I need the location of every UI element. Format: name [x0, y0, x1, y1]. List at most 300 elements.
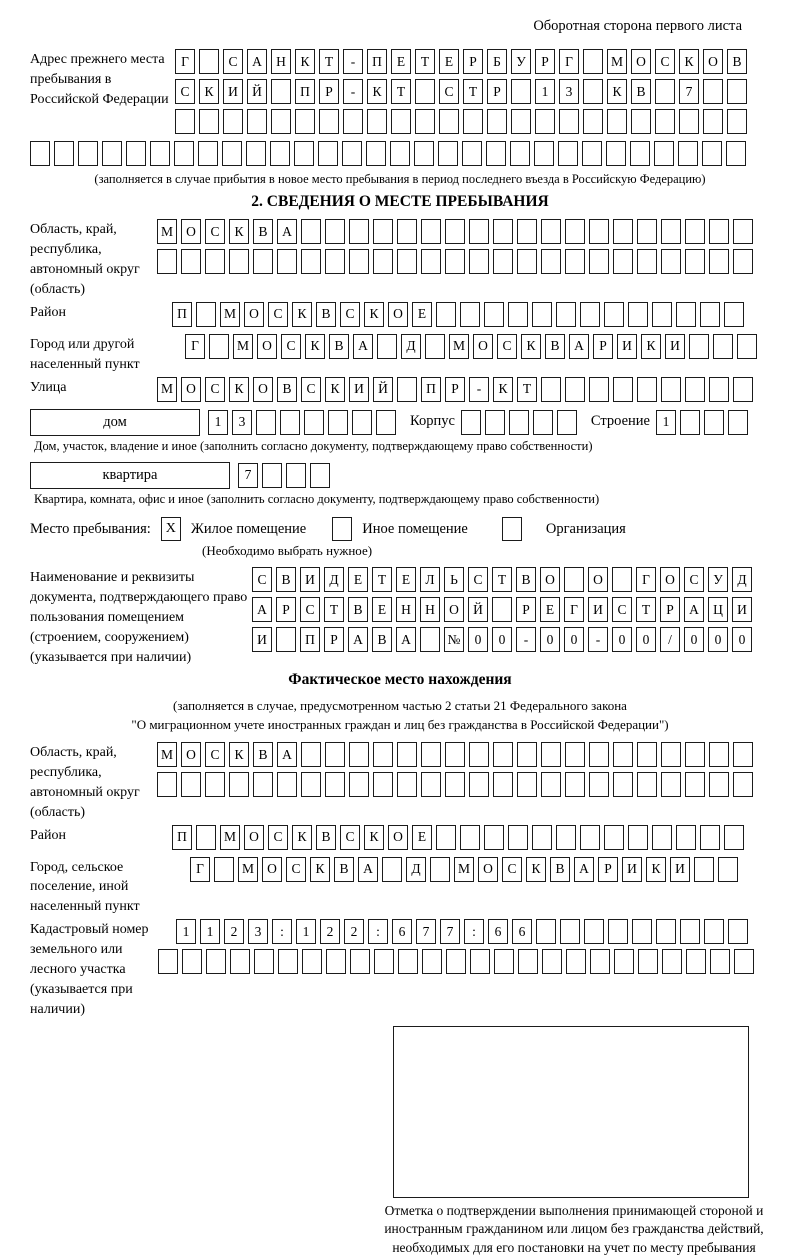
char-cell[interactable] — [628, 825, 648, 850]
char-cell[interactable]: - — [343, 79, 363, 104]
char-cell[interactable]: Р — [276, 597, 296, 622]
char-cell[interactable] — [198, 141, 218, 166]
char-cell[interactable] — [604, 825, 624, 850]
char-cell[interactable]: О — [473, 334, 493, 359]
char-cell[interactable] — [196, 825, 216, 850]
char-cell[interactable] — [541, 377, 561, 402]
char-cell[interactable]: Г — [636, 567, 656, 592]
char-cell[interactable]: В — [516, 567, 536, 592]
char-cell[interactable] — [564, 567, 584, 592]
char-cell[interactable]: 7 — [416, 919, 436, 944]
char-cell[interactable] — [565, 249, 585, 274]
char-cell[interactable] — [199, 49, 219, 74]
char-cell[interactable]: Г — [559, 49, 579, 74]
char-cell[interactable] — [325, 772, 345, 797]
char-cell[interactable]: Е — [391, 49, 411, 74]
char-cell[interactable]: 1 — [656, 410, 676, 435]
char-cell[interactable]: А — [353, 334, 373, 359]
char-cell[interactable]: 3 — [559, 79, 579, 104]
char-cell[interactable] — [301, 742, 321, 767]
char-cell[interactable] — [680, 410, 700, 435]
char-cell[interactable] — [580, 302, 600, 327]
char-cell[interactable]: С — [340, 825, 360, 850]
char-cell[interactable]: Р — [487, 79, 507, 104]
char-cell[interactable]: Р — [598, 857, 618, 882]
char-cell[interactable] — [175, 109, 195, 134]
char-cell[interactable] — [126, 141, 146, 166]
char-cell[interactable]: 1 — [176, 919, 196, 944]
char-cell[interactable] — [326, 949, 346, 974]
char-cell[interactable] — [304, 410, 324, 435]
char-cell[interactable]: С — [268, 302, 288, 327]
char-cell[interactable]: М — [157, 377, 177, 402]
char-cell[interactable] — [733, 772, 753, 797]
char-cell[interactable]: С — [684, 567, 704, 592]
char-cell[interactable] — [728, 919, 748, 944]
char-cell[interactable]: М — [220, 302, 240, 327]
char-cell[interactable] — [229, 249, 249, 274]
char-cell[interactable] — [373, 249, 393, 274]
char-cell[interactable] — [676, 825, 696, 850]
char-cell[interactable]: Р — [593, 334, 613, 359]
char-cell[interactable] — [685, 742, 705, 767]
char-cell[interactable] — [511, 79, 531, 104]
char-cell[interactable] — [463, 109, 483, 134]
char-cell[interactable] — [256, 410, 276, 435]
char-cell[interactable] — [689, 334, 709, 359]
char-cell[interactable] — [637, 772, 657, 797]
char-cell[interactable] — [209, 334, 229, 359]
checkbox-organization[interactable] — [502, 517, 522, 541]
char-cell[interactable] — [54, 141, 74, 166]
char-cell[interactable] — [559, 109, 579, 134]
char-cell[interactable] — [376, 410, 396, 435]
char-cell[interactable] — [709, 742, 729, 767]
char-cell[interactable]: В — [277, 377, 297, 402]
char-cell[interactable]: 7 — [238, 463, 258, 488]
char-cell[interactable] — [445, 742, 465, 767]
char-cell[interactable] — [319, 109, 339, 134]
char-cell[interactable]: Ь — [444, 567, 464, 592]
char-cell[interactable] — [469, 742, 489, 767]
char-cell[interactable] — [534, 141, 554, 166]
char-cell[interactable] — [511, 109, 531, 134]
char-cell[interactable] — [558, 141, 578, 166]
char-cell[interactable] — [367, 109, 387, 134]
char-cell[interactable]: 6 — [392, 919, 412, 944]
char-cell[interactable] — [366, 141, 386, 166]
char-cell[interactable]: Н — [420, 597, 440, 622]
char-cell[interactable] — [157, 772, 177, 797]
char-cell[interactable] — [157, 249, 177, 274]
char-cell[interactable] — [724, 302, 744, 327]
char-cell[interactable] — [557, 410, 577, 435]
char-cell[interactable] — [694, 857, 714, 882]
char-cell[interactable] — [584, 919, 604, 944]
char-cell[interactable]: М — [454, 857, 474, 882]
char-cell[interactable]: В — [372, 627, 392, 652]
char-cell[interactable] — [612, 567, 632, 592]
char-cell[interactable]: С — [340, 302, 360, 327]
char-cell[interactable]: В — [545, 334, 565, 359]
char-cell[interactable]: О — [388, 825, 408, 850]
char-cell[interactable]: С — [439, 79, 459, 104]
char-cell[interactable] — [373, 772, 393, 797]
char-cell[interactable]: Б — [487, 49, 507, 74]
char-cell[interactable]: 1 — [296, 919, 316, 944]
char-cell[interactable]: М — [607, 49, 627, 74]
char-cell[interactable] — [301, 249, 321, 274]
char-cell[interactable] — [328, 410, 348, 435]
char-cell[interactable] — [606, 141, 626, 166]
char-cell[interactable] — [517, 249, 537, 274]
char-cell[interactable]: Т — [415, 49, 435, 74]
char-cell[interactable] — [590, 949, 610, 974]
char-cell[interactable]: С — [205, 219, 225, 244]
char-cell[interactable] — [704, 919, 724, 944]
char-cell[interactable]: П — [421, 377, 441, 402]
char-cell[interactable] — [493, 219, 513, 244]
char-cell[interactable] — [398, 949, 418, 974]
char-cell[interactable]: К — [367, 79, 387, 104]
char-cell[interactable]: - — [516, 627, 536, 652]
char-cell[interactable] — [425, 334, 445, 359]
char-cell[interactable] — [565, 377, 585, 402]
char-cell[interactable]: О — [181, 377, 201, 402]
char-cell[interactable]: О — [478, 857, 498, 882]
char-cell[interactable] — [181, 772, 201, 797]
char-cell[interactable] — [589, 742, 609, 767]
char-cell[interactable] — [276, 627, 296, 652]
char-cell[interactable] — [294, 141, 314, 166]
char-cell[interactable]: Р — [463, 49, 483, 74]
char-cell[interactable]: 7 — [440, 919, 460, 944]
char-cell[interactable]: К — [364, 302, 384, 327]
char-cell[interactable]: В — [334, 857, 354, 882]
char-cell[interactable] — [517, 219, 537, 244]
char-cell[interactable] — [325, 742, 345, 767]
char-cell[interactable] — [703, 109, 723, 134]
char-cell[interactable] — [487, 109, 507, 134]
char-cell[interactable]: Т — [372, 567, 392, 592]
char-cell[interactable] — [560, 919, 580, 944]
char-cell[interactable] — [685, 772, 705, 797]
char-cell[interactable] — [589, 249, 609, 274]
char-cell[interactable]: С — [468, 567, 488, 592]
char-cell[interactable] — [608, 919, 628, 944]
char-cell[interactable] — [542, 949, 562, 974]
char-cell[interactable]: Е — [412, 302, 432, 327]
char-cell[interactable] — [246, 141, 266, 166]
char-cell[interactable] — [325, 219, 345, 244]
char-cell[interactable] — [484, 825, 504, 850]
char-cell[interactable]: 0 — [540, 627, 560, 652]
char-cell[interactable] — [652, 825, 672, 850]
char-cell[interactable]: Й — [373, 377, 393, 402]
char-cell[interactable]: - — [588, 627, 608, 652]
char-cell[interactable] — [637, 249, 657, 274]
char-cell[interactable] — [349, 249, 369, 274]
char-cell[interactable] — [661, 219, 681, 244]
char-cell[interactable]: 2 — [344, 919, 364, 944]
char-cell[interactable]: Е — [439, 49, 459, 74]
char-cell[interactable]: И — [617, 334, 637, 359]
char-cell[interactable]: К — [229, 219, 249, 244]
char-cell[interactable] — [661, 742, 681, 767]
char-cell[interactable]: К — [292, 302, 312, 327]
char-cell[interactable] — [469, 772, 489, 797]
char-cell[interactable] — [583, 49, 603, 74]
char-cell[interactable]: К — [229, 377, 249, 402]
char-cell[interactable] — [230, 949, 250, 974]
char-cell[interactable] — [727, 79, 747, 104]
char-cell[interactable] — [685, 377, 705, 402]
char-cell[interactable] — [556, 302, 576, 327]
char-cell[interactable] — [613, 772, 633, 797]
char-cell[interactable] — [391, 109, 411, 134]
char-cell[interactable]: 0 — [708, 627, 728, 652]
char-cell[interactable]: М — [449, 334, 469, 359]
char-cell[interactable] — [374, 949, 394, 974]
char-cell[interactable] — [734, 949, 754, 974]
char-cell[interactable]: Т — [636, 597, 656, 622]
char-cell[interactable] — [397, 742, 417, 767]
char-cell[interactable] — [262, 463, 282, 488]
char-cell[interactable] — [566, 949, 586, 974]
char-cell[interactable] — [517, 772, 537, 797]
char-cell[interactable] — [373, 742, 393, 767]
char-cell[interactable]: Т — [492, 567, 512, 592]
house-type-box[interactable]: дом — [30, 409, 200, 436]
char-cell[interactable] — [709, 249, 729, 274]
char-cell[interactable] — [509, 410, 529, 435]
char-cell[interactable]: 6 — [512, 919, 532, 944]
char-cell[interactable]: К — [229, 742, 249, 767]
char-cell[interactable]: 2 — [224, 919, 244, 944]
char-cell[interactable] — [182, 949, 202, 974]
char-cell[interactable] — [349, 219, 369, 244]
char-cell[interactable] — [638, 949, 658, 974]
char-cell[interactable] — [102, 141, 122, 166]
char-cell[interactable] — [349, 772, 369, 797]
char-cell[interactable]: И — [349, 377, 369, 402]
char-cell[interactable]: О — [631, 49, 651, 74]
char-cell[interactable] — [713, 334, 733, 359]
char-cell[interactable]: О — [262, 857, 282, 882]
char-cell[interactable]: Г — [190, 857, 210, 882]
char-cell[interactable]: О — [388, 302, 408, 327]
char-cell[interactable] — [541, 249, 561, 274]
char-cell[interactable]: Г — [564, 597, 584, 622]
char-cell[interactable] — [637, 742, 657, 767]
char-cell[interactable] — [350, 949, 370, 974]
char-cell[interactable]: К — [199, 79, 219, 104]
char-cell[interactable] — [397, 377, 417, 402]
char-cell[interactable] — [247, 109, 267, 134]
char-cell[interactable] — [302, 949, 322, 974]
char-cell[interactable]: 3 — [232, 410, 252, 435]
char-cell[interactable]: С — [497, 334, 517, 359]
char-cell[interactable]: Н — [396, 597, 416, 622]
char-cell[interactable] — [737, 334, 757, 359]
char-cell[interactable]: Р — [319, 79, 339, 104]
char-cell[interactable] — [685, 249, 705, 274]
char-cell[interactable]: А — [574, 857, 594, 882]
char-cell[interactable] — [685, 219, 705, 244]
char-cell[interactable] — [271, 79, 291, 104]
char-cell[interactable]: В — [727, 49, 747, 74]
char-cell[interactable] — [628, 302, 648, 327]
char-cell[interactable]: И — [300, 567, 320, 592]
char-cell[interactable] — [613, 219, 633, 244]
char-cell[interactable]: О — [540, 567, 560, 592]
char-cell[interactable] — [733, 742, 753, 767]
char-cell[interactable]: Е — [348, 567, 368, 592]
char-cell[interactable] — [253, 772, 273, 797]
char-cell[interactable] — [700, 302, 720, 327]
char-cell[interactable]: Д — [401, 334, 421, 359]
char-cell[interactable] — [661, 249, 681, 274]
char-cell[interactable] — [655, 109, 675, 134]
char-cell[interactable] — [604, 302, 624, 327]
char-cell[interactable]: 0 — [636, 627, 656, 652]
char-cell[interactable]: Т — [463, 79, 483, 104]
char-cell[interactable]: В — [253, 219, 273, 244]
char-cell[interactable]: С — [612, 597, 632, 622]
char-cell[interactable]: О — [257, 334, 277, 359]
char-cell[interactable] — [253, 249, 273, 274]
char-cell[interactable]: К — [310, 857, 330, 882]
char-cell[interactable] — [637, 377, 657, 402]
char-cell[interactable] — [494, 949, 514, 974]
char-cell[interactable] — [614, 949, 634, 974]
char-cell[interactable]: К — [641, 334, 661, 359]
char-cell[interactable] — [421, 772, 441, 797]
char-cell[interactable]: А — [348, 627, 368, 652]
char-cell[interactable]: К — [607, 79, 627, 104]
char-cell[interactable]: О — [253, 377, 273, 402]
char-cell[interactable]: А — [277, 219, 297, 244]
char-cell[interactable]: В — [348, 597, 368, 622]
char-cell[interactable]: Т — [324, 597, 344, 622]
char-cell[interactable]: В — [253, 742, 273, 767]
char-cell[interactable] — [536, 919, 556, 944]
char-cell[interactable] — [342, 141, 362, 166]
char-cell[interactable]: С — [502, 857, 522, 882]
char-cell[interactable]: В — [329, 334, 349, 359]
char-cell[interactable] — [709, 377, 729, 402]
char-cell[interactable]: Е — [412, 825, 432, 850]
char-cell[interactable] — [270, 141, 290, 166]
char-cell[interactable] — [352, 410, 372, 435]
char-cell[interactable] — [556, 825, 576, 850]
char-cell[interactable] — [205, 249, 225, 274]
char-cell[interactable] — [508, 825, 528, 850]
char-cell[interactable] — [462, 141, 482, 166]
char-cell[interactable]: 1 — [535, 79, 555, 104]
char-cell[interactable]: М — [238, 857, 258, 882]
char-cell[interactable]: А — [277, 742, 297, 767]
char-cell[interactable]: И — [670, 857, 690, 882]
char-cell[interactable] — [676, 302, 696, 327]
char-cell[interactable] — [421, 219, 441, 244]
char-cell[interactable] — [229, 772, 249, 797]
char-cell[interactable]: Г — [185, 334, 205, 359]
char-cell[interactable] — [709, 219, 729, 244]
char-cell[interactable] — [686, 949, 706, 974]
char-cell[interactable] — [613, 249, 633, 274]
char-cell[interactable] — [469, 249, 489, 274]
char-cell[interactable] — [654, 141, 674, 166]
char-cell[interactable]: А — [358, 857, 378, 882]
char-cell[interactable] — [565, 742, 585, 767]
char-cell[interactable] — [430, 857, 450, 882]
char-cell[interactable] — [445, 249, 465, 274]
char-cell[interactable]: : — [272, 919, 292, 944]
char-cell[interactable]: П — [300, 627, 320, 652]
char-cell[interactable] — [493, 772, 513, 797]
char-cell[interactable] — [679, 109, 699, 134]
char-cell[interactable] — [726, 141, 746, 166]
char-cell[interactable] — [470, 949, 490, 974]
char-cell[interactable]: М — [157, 742, 177, 767]
char-cell[interactable] — [662, 949, 682, 974]
char-cell[interactable]: Ц — [708, 597, 728, 622]
char-cell[interactable]: В — [316, 825, 336, 850]
char-cell[interactable] — [508, 302, 528, 327]
char-cell[interactable] — [733, 377, 753, 402]
char-cell[interactable]: У — [708, 567, 728, 592]
char-cell[interactable] — [727, 109, 747, 134]
char-cell[interactable]: Д — [324, 567, 344, 592]
char-cell[interactable]: И — [252, 627, 272, 652]
char-cell[interactable]: : — [464, 919, 484, 944]
char-cell[interactable] — [733, 249, 753, 274]
char-cell[interactable] — [436, 825, 456, 850]
char-cell[interactable] — [222, 141, 242, 166]
char-cell[interactable]: М — [233, 334, 253, 359]
char-cell[interactable]: И — [588, 597, 608, 622]
char-cell[interactable]: А — [569, 334, 589, 359]
char-cell[interactable]: С — [286, 857, 306, 882]
char-cell[interactable] — [517, 742, 537, 767]
char-cell[interactable] — [718, 857, 738, 882]
char-cell[interactable] — [652, 302, 672, 327]
char-cell[interactable] — [637, 219, 657, 244]
char-cell[interactable] — [377, 334, 397, 359]
char-cell[interactable]: 2 — [320, 919, 340, 944]
char-cell[interactable]: 1 — [200, 919, 220, 944]
char-cell[interactable]: П — [172, 825, 192, 850]
char-cell[interactable] — [461, 410, 481, 435]
char-cell[interactable] — [541, 772, 561, 797]
char-cell[interactable] — [30, 141, 50, 166]
char-cell[interactable] — [223, 109, 243, 134]
char-cell[interactable]: Е — [396, 567, 416, 592]
char-cell[interactable] — [607, 109, 627, 134]
char-cell[interactable] — [469, 219, 489, 244]
char-cell[interactable]: С — [301, 377, 321, 402]
char-cell[interactable]: Е — [540, 597, 560, 622]
char-cell[interactable]: С — [205, 377, 225, 402]
char-cell[interactable] — [631, 109, 651, 134]
char-cell[interactable]: В — [550, 857, 570, 882]
char-cell[interactable]: / — [660, 627, 680, 652]
char-cell[interactable]: С — [300, 597, 320, 622]
char-cell[interactable]: С — [205, 742, 225, 767]
char-cell[interactable]: 0 — [684, 627, 704, 652]
char-cell[interactable] — [661, 377, 681, 402]
